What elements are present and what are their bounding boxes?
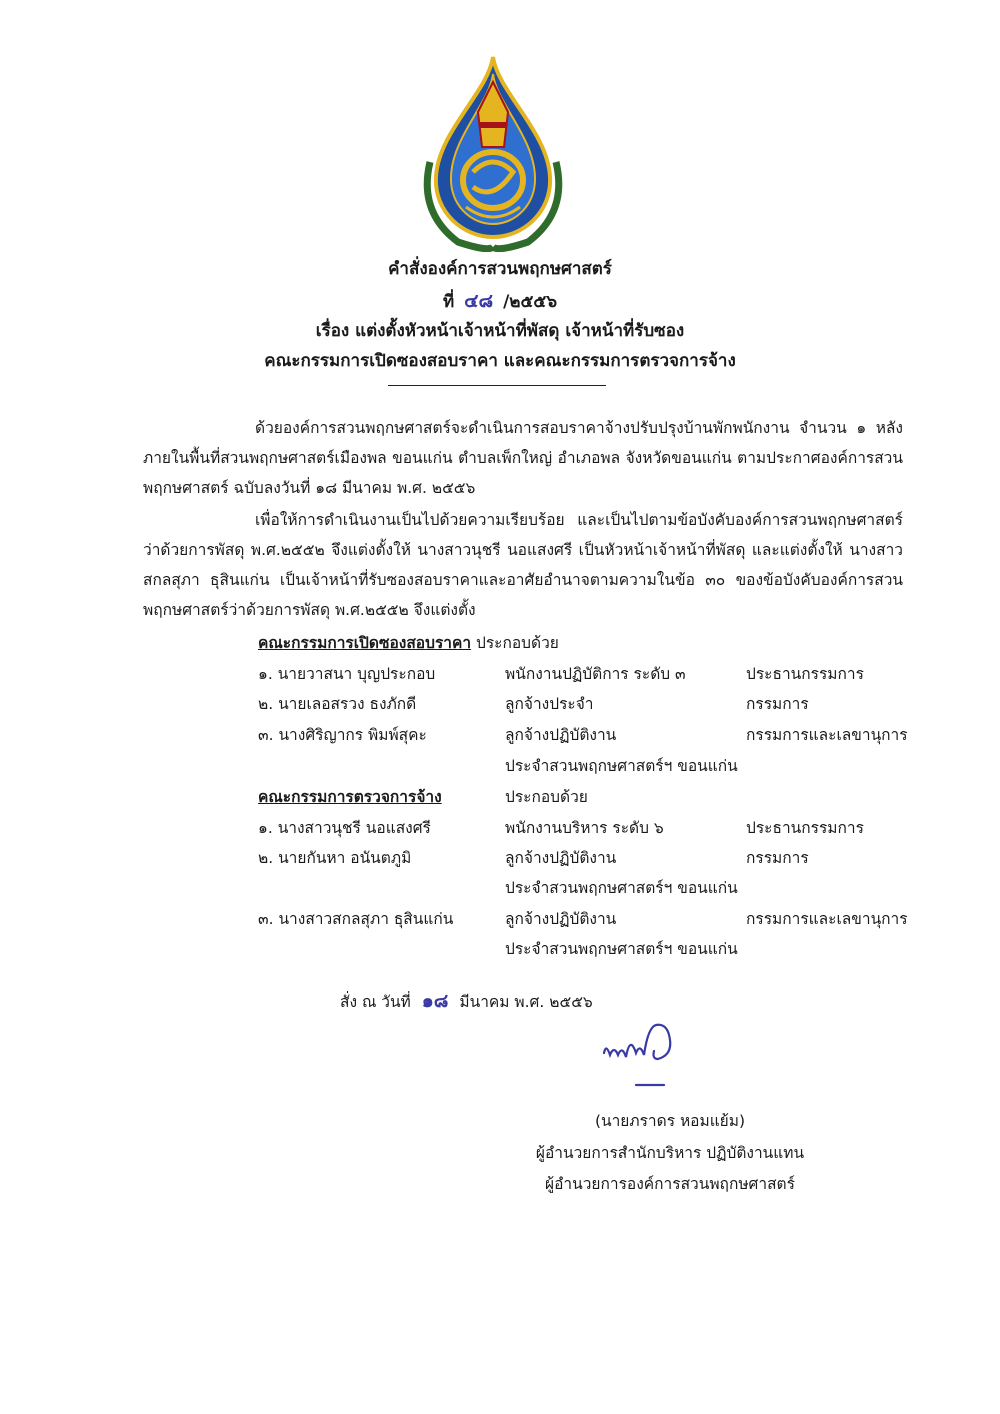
committee2-member-position: ลูกจ้างปฏิบัติงาน — [505, 910, 617, 928]
committee2-member-role: ประธานกรรมการ — [746, 819, 864, 837]
signer-title-2: ผู้อำนวยการองค์การสวนพฤกษศาสตร์ — [545, 1175, 795, 1193]
subject-line-1: เรื่อง แต่งตั้งหัวหน้าเจ้าหน้าที่พัสดุ เจ้าหน้าที่รับซอง — [315, 321, 685, 341]
order-number-year: /๒๕๕๖ — [503, 292, 558, 312]
committee1-member-name: ๑. นายวาสนา บุญประกอบ — [258, 665, 436, 683]
committee1-member-position-line2: ประจำสวนพฤกษศาสตร์ฯ ขอนแก่น — [505, 757, 738, 775]
committee1-suffix: ประกอบด้วย — [476, 634, 559, 652]
order-number — [0, 286, 1000, 316]
committee1-member-role: กรรมการ — [746, 695, 809, 713]
committee2-member-position: ลูกจ้างปฏิบัติงาน — [505, 849, 617, 867]
date-prefix: สั่ง ณ วันที่ — [340, 993, 411, 1011]
committee2-member-name: ๓. นางสาวสกลสุภา ธุสินแก่น — [258, 910, 454, 928]
committee2-member-position-line2: ประจำสวนพฤกษศาสตร์ฯ ขอนแก่น — [505, 940, 738, 958]
committee1-member-name: ๒. นายเลอสรวง ธงภักดี — [258, 695, 417, 713]
order-number-handwritten: ๔๘ — [464, 290, 494, 312]
date-rest: มีนาคม พ.ศ. ๒๕๕๖ — [459, 993, 593, 1011]
committee2-member-position: พนักงานบริหาร ระดับ ๖ — [505, 819, 664, 837]
signer-name: (นายภราดร หอมแย้ม) — [594, 1112, 746, 1130]
committee2-member-position-line2: ประจำสวนพฤกษศาสตร์ฯ ขอนแก่น — [505, 879, 738, 897]
committee2-member-role: กรรมการ — [746, 849, 809, 867]
committee2-title — [258, 782, 442, 812]
committee1-member-role: กรรมการและเลขานุการ — [746, 726, 908, 744]
paragraph-1: ด้วยองค์การสวนพฤกษศาสตร์จะดำเนินการสอบราคาจ้างปรับปรุงบ้านพักพนักงาน จำนวน ๑ หลัง ภายในพื้นที่สวนพฤกษศาสตร์เมืองพล ขอนแก่น ตำบลเพ็กใหญ่ อำเภอพล จังหวัดขอนแก่น ตามประกาศองค์การสวนพฤกษศาสตร์ ฉบับลงวันที่ ๑๘ มีนาคม พ.ศ. ๒๕๕๖ — [143, 419, 903, 497]
committee1-member-position: ลูกจ้างปฏิบัติงาน — [505, 726, 617, 744]
order-title: คำสั่งองค์การสวนพฤกษศาสตร์ — [388, 259, 612, 279]
paragraph-2: เพื่อให้การดำเนินงานเป็นไปด้วยความเรียบร้อย และเป็นไปตามข้อบังคับองค์การสวนพฤกษศาสตร์ว่าด้วยการพัสดุ พ.ศ.๒๕๕๒ จึงแต่งตั้งให้ นางสาวนุชรี นอแสงศรี เป็นหัวหน้าเจ้าหน้าที่พัสดุ และแต่งตั้งให้ นางสาวสกลสุภา ธุสินแก่น เป็นเจ้าหน้าที่รับซองสอบราคาและอาศัยอำนาจตามความในข้อ ๓๐ ของข้อบังคับองค์การสวนพฤกษศาสตร์ว่าด้วยการพัสดุ พ.ศ.๒๕๕๒ จึงแต่งตั้ง — [143, 511, 903, 619]
committee2-member-role: กรรมการและเลขานุการ — [746, 910, 908, 928]
committee1-member-position: ลูกจ้างประจำ — [505, 695, 594, 713]
handwritten-signature — [596, 1015, 686, 1090]
subject-line-2: คณะกรรมการเปิดซองสอบราคา และคณะกรรมการตรวจการจ้าง — [264, 351, 736, 371]
committee1-heading — [258, 628, 559, 658]
committee1-member-name: ๓. นางศิริญากร พิมพ์สุคะ — [258, 726, 427, 744]
order-number-prefix: ที่ — [442, 292, 455, 312]
committee1-member-role: ประธานกรรมการ — [746, 665, 864, 683]
signer-title-1: ผู้อำนวยการสำนักบริหาร ปฏิบัติงานแทน — [535, 1144, 805, 1162]
committee1-member-position: พนักงานปฏิบัติการ ระดับ ๓ — [505, 665, 686, 683]
committee2-member-name: ๑. นางสาวนุชรี นอแสงศรี — [258, 819, 431, 837]
committee2-suffix: ประกอบด้วย — [505, 788, 588, 806]
committee2-member-name: ๒. นายกันหา อนันตภูมิ — [258, 849, 412, 867]
organization-logo — [418, 52, 568, 252]
title-divider — [388, 385, 606, 386]
order-date — [340, 986, 593, 1016]
date-day-handwritten: ๑๘ — [421, 990, 449, 1012]
committee1-title: คณะกรรมการเปิดซองสอบราคา — [258, 634, 472, 652]
committee2-title-text: คณะกรรมการตรวจการจ้าง — [258, 788, 442, 806]
